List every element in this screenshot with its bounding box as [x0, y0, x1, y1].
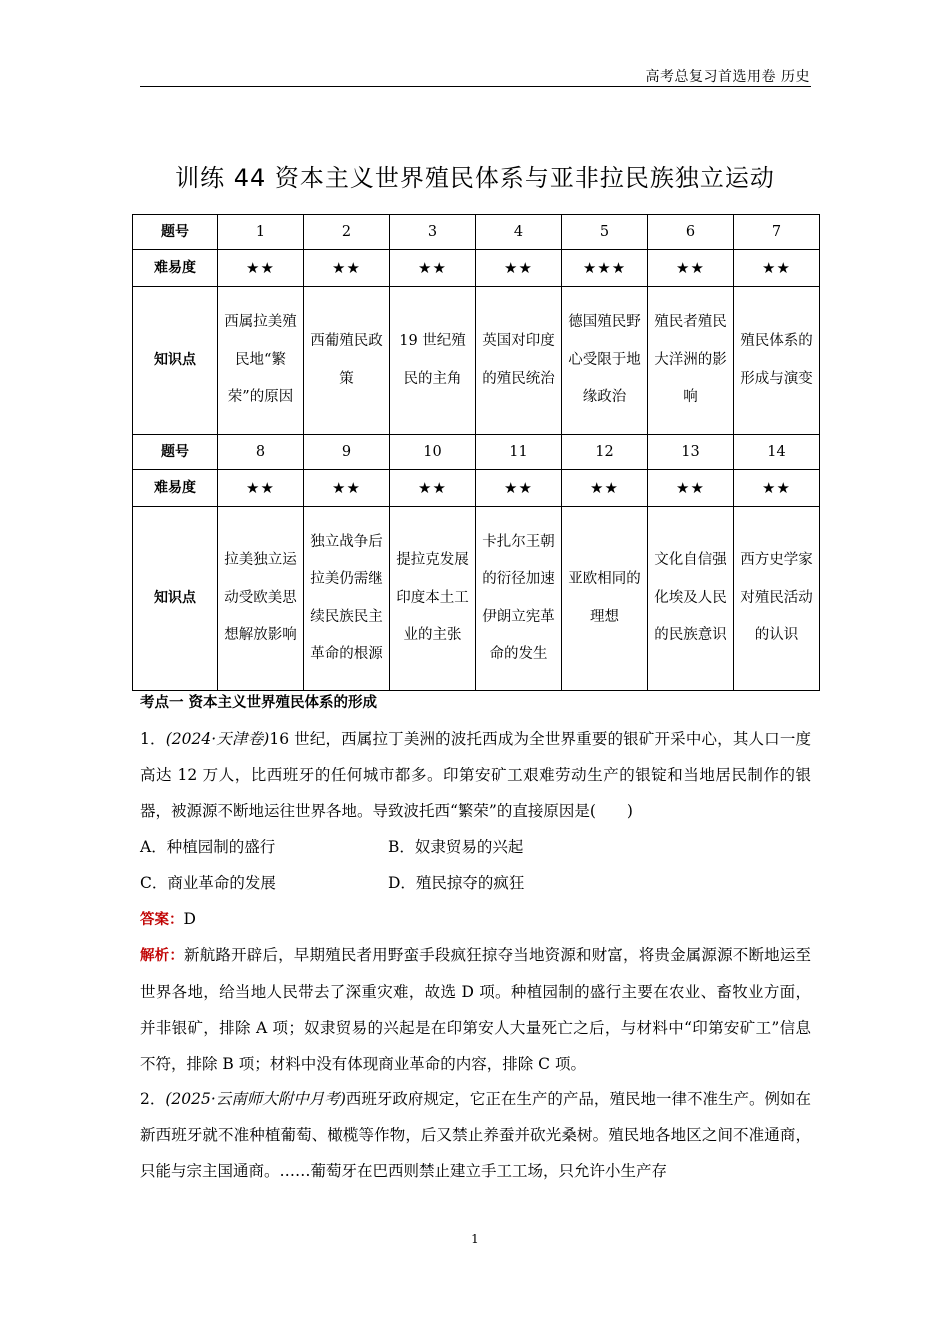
- question-number: 11: [476, 435, 562, 470]
- analysis-block: [140, 937, 811, 1082]
- header-rule: [140, 86, 811, 87]
- knowledge-cell: [734, 287, 820, 435]
- question-number: 13: [648, 435, 734, 470]
- section-heading: 考点一 资本主义世界殖民体系的形成: [140, 695, 378, 711]
- table-row: [133, 507, 820, 691]
- knowledge-table: [132, 214, 820, 691]
- knowledge-text: 殖民者殖民大洋洲的影响: [654, 314, 727, 406]
- question-number: 9: [304, 435, 390, 470]
- knowledge-cell: [648, 287, 734, 435]
- row-header-difficulty: 难易度: [133, 470, 218, 507]
- question-number: 3: [390, 215, 476, 250]
- knowledge-cell: [562, 507, 648, 691]
- difficulty-stars: ★★: [562, 470, 648, 507]
- knowledge-cell: [734, 507, 820, 691]
- running-header: 高考总复习首选用卷 历史: [645, 69, 810, 85]
- row-header-knowledge: 知识点: [133, 287, 218, 435]
- analysis-label: 解析：: [140, 948, 185, 964]
- table-row: [133, 250, 820, 287]
- knowledge-text: 英国对印度的殖民统治: [482, 333, 555, 387]
- row-header-knowledge: 知识点: [133, 507, 218, 691]
- question-stem: 16 世纪，西属拉丁美洲的波托西成为全世界重要的银矿开采中心，其人口一度高达 12 万人，比西班牙的任何城市都多。印第安矿工艰难劳动生产的银锭和当地居民制作的银器，被源源不断地运往世界各地。导致波托西“繁荣”的直接原因是( ): [140, 730, 811, 820]
- table-row: [133, 470, 820, 507]
- knowledge-cell: [648, 507, 734, 691]
- knowledge-text: 亚欧相同的理想: [568, 571, 641, 625]
- difficulty-stars: ★★: [304, 250, 390, 287]
- question-source: (2024·天津卷): [165, 730, 270, 748]
- difficulty-stars: ★★: [648, 250, 734, 287]
- question-number: 4: [476, 215, 562, 250]
- row-header-number: 题号: [133, 435, 218, 470]
- difficulty-stars: ★★★: [562, 250, 648, 287]
- difficulty-stars: ★★: [476, 250, 562, 287]
- knowledge-text: 19 世纪殖民的主角: [399, 333, 466, 387]
- question-stem: 西班牙政府规定，它正在生产的产品，殖民地一律不准生产。例如在新西班牙就不准种植葡萄、橄榄等作物，后又禁止养蚕并砍光桑树。殖民地各地区之间不准通商，只能与宗主国通商。……葡萄牙在巴西则禁止建立手工工场，只允许小生产存: [140, 1090, 811, 1180]
- difficulty-stars: ★★: [648, 470, 734, 507]
- question-2: [140, 1081, 811, 1189]
- knowledge-text: 卡扎尔王朝的衍径加速伊朗立宪革命的发生: [482, 533, 555, 662]
- knowledge-text: 殖民体系的形成与演变: [740, 333, 813, 387]
- options-row: [140, 865, 811, 901]
- question-1: [140, 721, 811, 829]
- knowledge-cell: [390, 287, 476, 435]
- knowledge-cell: [476, 287, 562, 435]
- option-a: A．种植园制的盛行: [140, 838, 276, 856]
- question-number: 12: [562, 435, 648, 470]
- answer-line: [140, 901, 811, 938]
- table-row: [133, 435, 820, 470]
- answer-value: D: [183, 910, 196, 928]
- knowledge-cell: [304, 507, 390, 691]
- question-1-options: [140, 829, 811, 901]
- answer-label: 答案：: [140, 912, 184, 928]
- knowledge-cell: [218, 507, 304, 691]
- question-number: 2．: [140, 1090, 166, 1108]
- knowledge-cell: [218, 287, 304, 435]
- question-number: 14: [734, 435, 820, 470]
- question-number: 6: [648, 215, 734, 250]
- question-number: 10: [390, 435, 476, 470]
- difficulty-stars: ★★: [734, 470, 820, 507]
- option-d: D．殖民掠夺的疯狂: [388, 874, 525, 892]
- page-title: 训练 44 资本主义世界殖民体系与亚非拉民族独立运动: [175, 164, 775, 192]
- knowledge-text: 提拉克发展印度本土工业的主张: [396, 552, 469, 644]
- knowledge-text: 西方史学家对殖民活动的认识: [740, 552, 813, 644]
- knowledge-text: 西葡殖民政策: [310, 333, 383, 387]
- question-source: (2025·云南师大附中月考): [165, 1090, 346, 1108]
- question-number: 2: [304, 215, 390, 250]
- question-number: 7: [734, 215, 820, 250]
- knowledge-text: 独立战争后拉美仍需继续民族民主革命的根源: [310, 533, 383, 662]
- knowledge-cell: [390, 507, 476, 691]
- option-c: C．商业革命的发展: [140, 874, 276, 892]
- knowledge-cell: [476, 507, 562, 691]
- knowledge-text: 拉美独立运动受欧美思想解放影响: [224, 552, 297, 644]
- table-row: [133, 287, 820, 435]
- page-number: 1: [471, 1232, 479, 1246]
- question-number: 1: [218, 215, 304, 250]
- difficulty-stars: ★★: [390, 250, 476, 287]
- knowledge-cell: [304, 287, 390, 435]
- knowledge-text: 德国殖民野心受限于地缘政治: [568, 314, 641, 406]
- difficulty-stars: ★★: [390, 470, 476, 507]
- options-row: [140, 829, 811, 865]
- question-number: 8: [218, 435, 304, 470]
- knowledge-text: 文化自信强化埃及人民的民族意识: [654, 552, 727, 644]
- analysis-text: 新航路开辟后，早期殖民者用野蛮手段疯狂掠夺当地资源和财富，将贵金属源源不断地运至世界各地，给当地人民带去了深重灾难，故选 D 项。种植园制的盛行主要在农业、畜牧业方面，并非银矿，排除 A 项；奴隶贸易的兴起是在印第安人大量死亡之后，与材料中“印第安矿工”信息不符，排除 B 项；材料中没有体现商业革命的内容，排除 C 项。: [140, 946, 811, 1073]
- difficulty-stars: ★★: [218, 250, 304, 287]
- question-number: 5: [562, 215, 648, 250]
- knowledge-cell: [562, 287, 648, 435]
- row-header-difficulty: 难易度: [133, 250, 218, 287]
- knowledge-text: 西属拉美殖民地“繁荣”的原因: [224, 314, 297, 406]
- option-b: B．奴隶贸易的兴起: [388, 838, 524, 856]
- table-row: [133, 215, 820, 250]
- row-header-number: 题号: [133, 215, 218, 250]
- difficulty-stars: ★★: [476, 470, 562, 507]
- question-number: 1．: [140, 730, 166, 748]
- difficulty-stars: ★★: [734, 250, 820, 287]
- difficulty-stars: ★★: [304, 470, 390, 507]
- difficulty-stars: ★★: [218, 470, 304, 507]
